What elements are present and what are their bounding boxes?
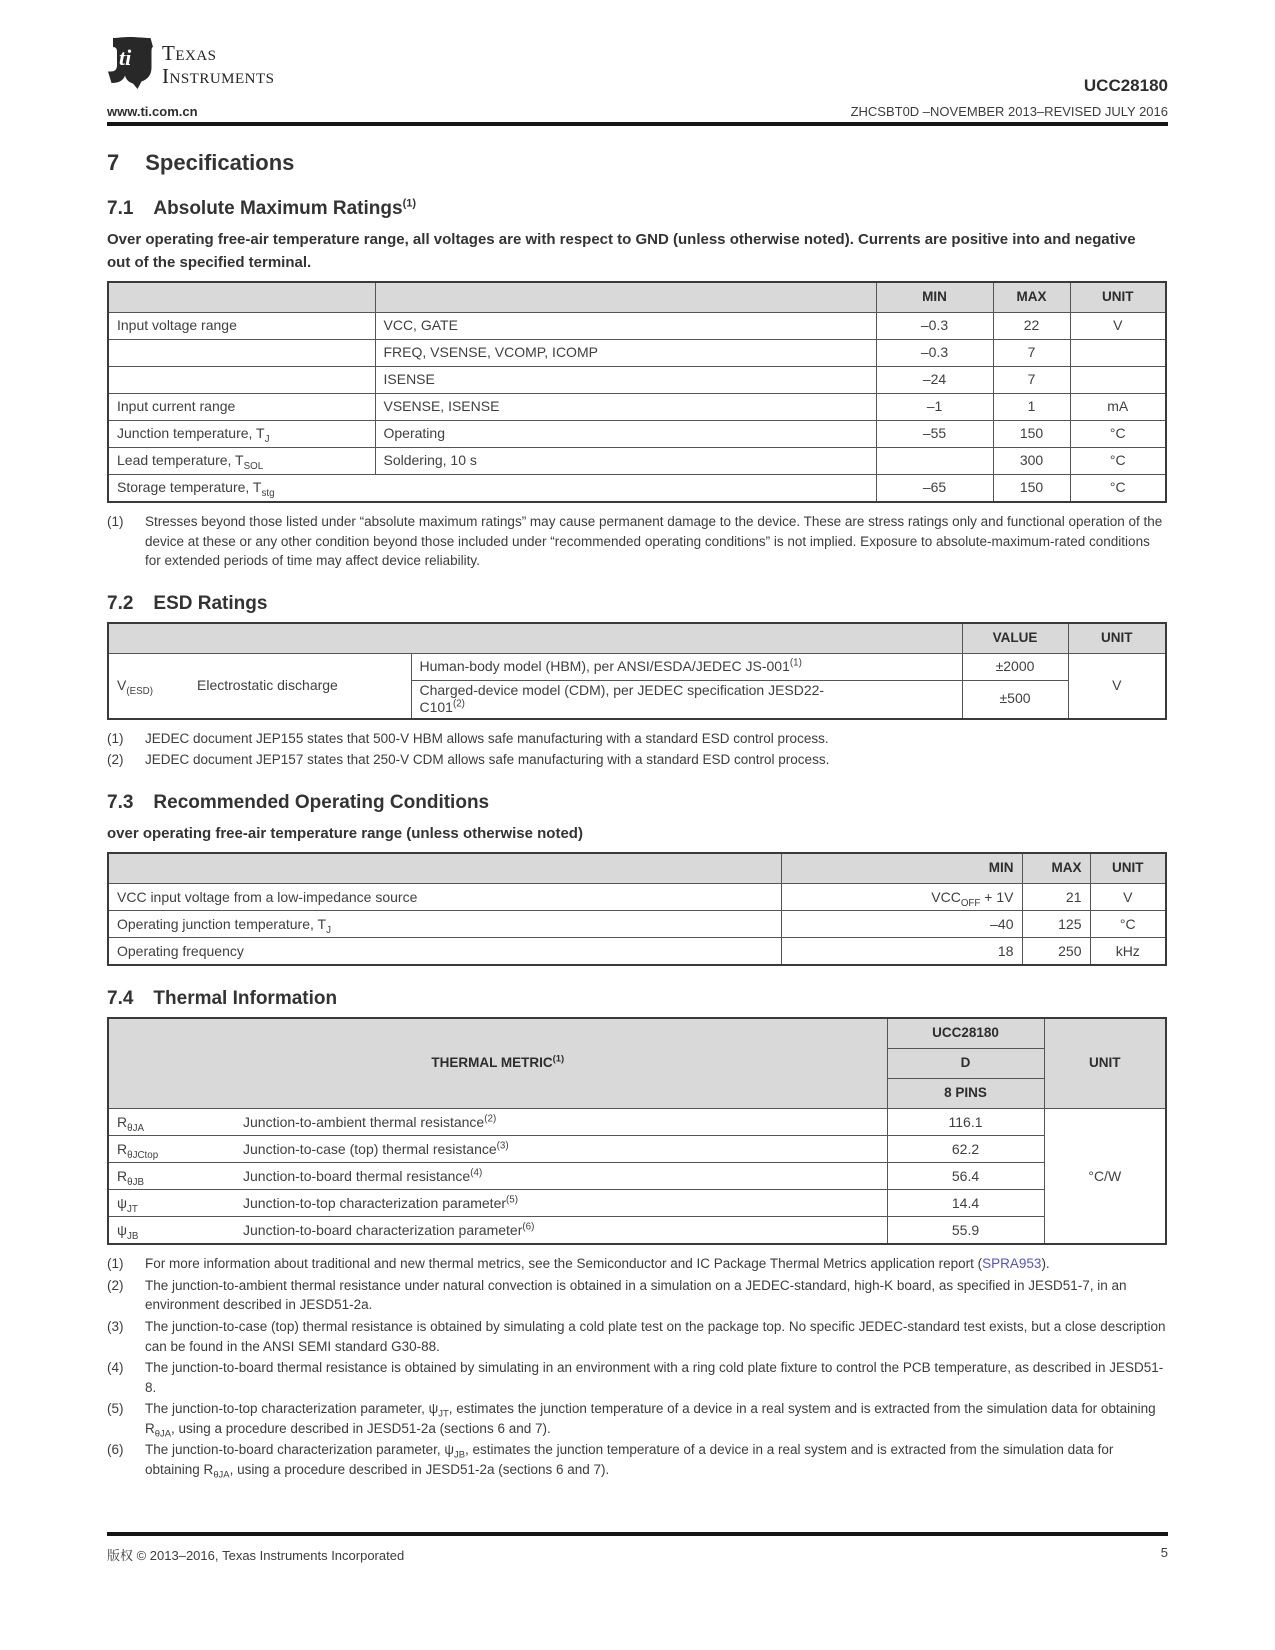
cell-min: –40	[781, 911, 1022, 938]
col-header-unit: UNIT	[1090, 853, 1166, 884]
footnote-ref: (3)	[496, 1139, 509, 1151]
cell-param: Junction temperature, $T_J$	[108, 421, 375, 448]
section-heading-abs-max	[107, 198, 1168, 220]
thermal-description: Junction-to-case (top) thermal resistance$^{(3)}$	[243, 1139, 509, 1157]
footnote	[107, 1317, 1168, 1356]
cell-unit: kHz	[1090, 938, 1166, 966]
header-rule	[107, 122, 1168, 126]
footnote	[107, 1358, 1168, 1397]
ti-wordmark	[162, 42, 275, 88]
table-row	[108, 1109, 1166, 1136]
thermal-symbol: $\psi_{JB}$	[117, 1221, 139, 1242]
footnote-ref: (5)	[506, 1193, 519, 1205]
thermal-description: Junction-to-top characterization parameter$^{(5)}$	[243, 1193, 519, 1211]
table-row	[108, 394, 1166, 421]
footnote-number: (1)	[107, 1256, 124, 1272]
col-header-min: MIN	[781, 853, 1022, 884]
subscript: θJA	[154, 1428, 172, 1440]
cell-max: 125	[1022, 911, 1090, 938]
cell-value: 55.9	[887, 1217, 1044, 1245]
subscript: stg	[261, 488, 275, 500]
cell-param: VCC input voltage from a low-impedance source	[108, 884, 781, 911]
cell-min	[876, 448, 993, 475]
page-footer	[107, 1532, 1168, 1564]
footnote-text: The junction-to-board characterization parameter, $\psi_{JB}$, estimates the junction temperature of a device in a real system and is extracted from the simulation data for obtaining $R_{\theta JA}$, using a procedure described in JESD51-2a (sections 6 and 7).	[145, 1442, 1114, 1481]
col-header-device: UCC28180	[887, 1018, 1044, 1049]
cell-condition: ISENSE	[375, 367, 876, 394]
roc-table	[107, 852, 1167, 966]
copyright-text: 版权 © 2013–2016, Texas Instruments Incorporated	[107, 1548, 405, 1563]
thermal-symbol: $R_{\theta JB}$	[117, 1167, 145, 1188]
footnote	[107, 1276, 1168, 1315]
esd-table	[107, 622, 1167, 720]
table-row	[108, 313, 1166, 340]
cell-unit: mA	[1070, 394, 1166, 421]
cell-param: Operating junction temperature, $T_J$	[108, 911, 781, 938]
cell-condition: Soldering, 10 s	[375, 448, 876, 475]
footnote	[107, 729, 1168, 749]
cell-unit	[1070, 367, 1166, 394]
footnote-number: (1)	[107, 514, 124, 529]
table-row	[108, 1163, 1166, 1190]
cell-unit: V	[1090, 884, 1166, 911]
subscript: (ESD)	[126, 685, 154, 697]
cell-unit: °C	[1070, 475, 1166, 503]
cell-value: ±2000	[962, 653, 1068, 680]
subscript: J	[264, 434, 270, 446]
footnote-number: (6)	[107, 1442, 124, 1458]
cell-symbol	[108, 653, 411, 719]
abs-max-table	[107, 281, 1167, 503]
cell-value: 14.4	[887, 1190, 1044, 1217]
section-number: 7.1	[107, 198, 134, 219]
cell-metric	[108, 1190, 887, 1217]
cell-max: 22	[993, 313, 1070, 340]
cell-param	[108, 367, 375, 394]
cell-min: –0.3	[876, 313, 993, 340]
cell-unit: °C	[1070, 421, 1166, 448]
footnote-number: (1)	[107, 730, 124, 746]
col-header-max: MAX	[1022, 853, 1090, 884]
cell-unit	[1070, 340, 1166, 367]
cell-condition: VSENSE, ISENSE	[375, 394, 876, 421]
cell-min: –65	[876, 475, 993, 503]
cell-param: Input current range	[108, 394, 375, 421]
table-row	[108, 1136, 1166, 1163]
footnote-number: (2)	[107, 1277, 124, 1293]
col-header-value: VALUE	[962, 623, 1068, 654]
cell-min: –24	[876, 367, 993, 394]
footnote	[107, 1440, 1168, 1479]
thermal-description: Junction-to-board characterization parameter$^{(6)}$	[243, 1220, 535, 1238]
table-row	[108, 1217, 1166, 1245]
esd-symbol-label: Electrostatic discharge	[197, 676, 338, 693]
footnote-number: (2)	[107, 752, 124, 768]
col-header-unit: UNIT	[1068, 623, 1166, 654]
abs-max-footnotes	[107, 512, 1168, 571]
footnote-text: The junction-to-ambient thermal resistance under natural convection is obtained in a simulation on a JEDEC-standard, high-K board, as specified in JESD51-7, in an environment described in JESD51-2a.	[145, 1277, 1127, 1313]
subscript: JT	[438, 1408, 449, 1420]
doc-info-row	[107, 104, 1168, 119]
cell-metric	[108, 1109, 887, 1136]
section-title: Thermal Information	[153, 988, 338, 1010]
roc-intro: over operating free-air temperature range (unless otherwise noted)	[107, 824, 583, 842]
footnote-text: The junction-to-case (top) thermal resistance is obtained by simulating a cold plate test on the package top. No specific JEDEC-standard test exists, but a close description can be found in the ANSI SEMI standard G30-88.	[145, 1319, 1166, 1354]
cell-min: $VCC_{OFF} + 1V$	[781, 884, 1022, 911]
esd-footnotes	[107, 729, 1168, 770]
cell-unit: V	[1070, 313, 1166, 340]
cell-param: Storage temperature, $T_{stg}$	[108, 475, 876, 503]
cell-blank	[108, 282, 375, 313]
subscript: SOL	[243, 461, 264, 473]
footnote-text: Stresses beyond those listed under “absolute maximum ratings” may cause permanent damage to the device. These are stress ratings only and functional operation of the device at these or any other condition beyond those included under “recommended operating conditions” is not implied. Exposure to absolute-maximum-rated conditions for extended periods of time may affect device reliability.	[145, 514, 1163, 569]
footnote-ref: (1)	[789, 657, 802, 669]
cell-metric	[108, 1217, 887, 1245]
section-heading-esd	[107, 593, 1168, 615]
cell-blank	[108, 853, 781, 884]
footer-rule	[107, 1532, 1168, 1536]
footnote-number: (5)	[107, 1401, 124, 1417]
doc-revision-line: ZHCSBT0D –NOVEMBER 2013–REVISED JULY 2016	[850, 104, 1168, 119]
cell-condition: Operating	[375, 421, 876, 448]
svg-text:ti: ti	[119, 45, 132, 70]
cell-value: 62.2	[887, 1136, 1044, 1163]
cell-unit: V	[1068, 653, 1166, 719]
brand-instruments: INSTRUMENTS	[162, 63, 275, 88]
cell-metric	[108, 1163, 887, 1190]
section-title: Absolute Maximum Ratings$^{(1)}$	[153, 197, 417, 219]
cell-unit: °C	[1090, 911, 1166, 938]
col-header-thermal-metric: THERMAL METRIC$^{(1)}$	[108, 1018, 887, 1109]
cell-max: 150	[993, 421, 1070, 448]
page-number: 5	[1160, 1545, 1168, 1560]
cell-param	[108, 340, 375, 367]
table-header-row	[108, 623, 1166, 654]
footnote-ref: (1)	[402, 197, 417, 210]
part-number: UCC28180	[1083, 76, 1168, 95]
table-header-row	[108, 282, 1166, 313]
table-row	[108, 448, 1166, 475]
table-row	[108, 938, 1166, 966]
section-title: ESD Ratings	[153, 592, 268, 614]
cell-max: 300	[993, 448, 1070, 475]
col-header-min: MIN	[876, 282, 993, 313]
cell-metric	[108, 1136, 887, 1163]
footnote-ref: (4)	[470, 1166, 483, 1178]
col-header-unit: UNIT	[1044, 1018, 1166, 1109]
cell-max: 250	[1022, 938, 1090, 966]
col-header-unit: UNIT	[1070, 282, 1166, 313]
subscript: JB	[126, 1230, 139, 1242]
page-header	[107, 36, 1168, 126]
cell-min: 18	[781, 938, 1022, 966]
subscript: θJCtop	[127, 1149, 159, 1161]
thermal-symbol: $R_{\theta JCtop}$	[117, 1140, 159, 1161]
abs-max-intro: Over operating free-air temperature range, all voltages are with respect to GND (unless otherwise noted). Currents are positive into and negative out of the specified terminal.	[107, 231, 1136, 271]
col-header-max: MAX	[993, 282, 1070, 313]
thermal-symbol: $\psi_{JT}$	[117, 1194, 138, 1215]
brand-texas: TEXAS	[162, 41, 217, 65]
ti-logo-icon	[107, 36, 153, 90]
thermal-symbol: $R_{\theta JA}$	[117, 1113, 145, 1134]
section-heading-thermal	[107, 988, 1168, 1010]
section-number: 7.3	[107, 791, 134, 813]
section-number: 7.2	[107, 592, 134, 614]
ti-site-link[interactable]: www.ti.com.cn	[107, 104, 198, 119]
table-header-row	[108, 1018, 1166, 1049]
esd-symbol: $V_{(ESD)}$	[117, 676, 154, 697]
footnote-text: JEDEC document JEP157 states that 250-V CDM allows safe manufacturing with a standard ESD control process.	[145, 752, 830, 768]
ti-logo	[107, 36, 1168, 94]
cell-unit: °C/W	[1044, 1109, 1166, 1245]
footnote-number: (3)	[107, 1319, 124, 1334]
cell-value: 116.1	[887, 1109, 1044, 1136]
thermal-table	[107, 1017, 1167, 1245]
cell-param: Input voltage range	[108, 313, 375, 340]
section-heading-specifications	[107, 150, 1168, 176]
cell-description: Charged-device model (CDM), per JEDEC specification JESD22- C101$^{(2)}$	[411, 680, 962, 719]
footnote-number: (4)	[107, 1360, 124, 1376]
subscript: OFF	[960, 897, 981, 909]
document-link[interactable]: SPRA953	[982, 1256, 1042, 1272]
table-row	[108, 340, 1166, 367]
table-row	[108, 653, 1166, 680]
cell-value: ±500	[962, 680, 1068, 719]
section-heading-roc	[107, 792, 1168, 814]
subscript: JB	[454, 1450, 466, 1462]
cell-max: 150	[993, 475, 1070, 503]
footnote	[107, 1399, 1168, 1438]
cell-min: –1	[876, 394, 993, 421]
footnote-ref: (1)	[552, 1053, 565, 1065]
footnote	[107, 1254, 1168, 1274]
thermal-description: Junction-to-board thermal resistance$^{(4)}$	[243, 1166, 483, 1184]
section-title: Specifications	[145, 150, 295, 175]
table-row	[108, 475, 1166, 503]
subscript: θJA	[127, 1122, 145, 1134]
footnote	[107, 512, 1168, 571]
footnote	[107, 750, 1168, 770]
col-header-pins: 8 PINS	[887, 1079, 1044, 1109]
table-row	[108, 1190, 1166, 1217]
cell-max: 1	[993, 394, 1070, 421]
table-row	[108, 911, 1166, 938]
subscript: θJA	[213, 1469, 230, 1481]
table-header-row	[108, 853, 1166, 884]
cell-condition: FREQ, VSENSE, VCOMP, ICOMP	[375, 340, 876, 367]
cell-blank	[108, 623, 962, 654]
cell-value: 56.4	[887, 1163, 1044, 1190]
footnote-ref: (6)	[522, 1220, 535, 1232]
thermal-footnotes	[107, 1254, 1168, 1479]
section-title: Recommended Operating Conditions	[153, 791, 490, 813]
section-number: 7	[107, 150, 120, 175]
footnote-ref: (2)	[452, 698, 465, 710]
cell-description: Human-body model (HBM), per ANSI/ESDA/JEDEC JS-001$^{(1)}$	[411, 653, 962, 680]
table-row	[108, 367, 1166, 394]
subscript: θJB	[127, 1176, 145, 1188]
cell-min: –0.3	[876, 340, 993, 367]
footnote-ref: (2)	[484, 1112, 497, 1124]
table-row	[108, 421, 1166, 448]
col-header-package: D	[887, 1049, 1044, 1079]
cell-max: 21	[1022, 884, 1090, 911]
cell-max: 7	[993, 340, 1070, 367]
footnote-text: JEDEC document JEP155 states that 500-V HBM allows safe manufacturing with a standard ESD control process.	[145, 730, 829, 746]
cell-param: Operating frequency	[108, 938, 781, 966]
subscript: J	[326, 924, 331, 936]
subscript: JT	[126, 1203, 138, 1215]
cell-min: –55	[876, 421, 993, 448]
footnote-text: The junction-to-board thermal resistance is obtained by simulating in an environment with a ring cold plate fixture to control the PCB temperature, as described in JESD51-8.	[145, 1360, 1164, 1395]
cell-param: Lead temperature, $T_{SOL}$	[108, 448, 375, 475]
section-number: 7.4	[107, 988, 134, 1010]
cell-max: 7	[993, 367, 1070, 394]
cell-condition: VCC, GATE	[375, 313, 876, 340]
table-row	[108, 884, 1166, 911]
thermal-description: Junction-to-ambient thermal resistance$^{(2)}$	[243, 1112, 497, 1130]
cell-unit: °C	[1070, 448, 1166, 475]
footnote-text: The junction-to-top characterization parameter, $\psi_{JT}$, estimates the junction temperature of a device in a real system and is extracted from the simulation data for obtaining $R_{\theta JA}$, using a procedure described in JESD51-2a (sections 6 and 7).	[145, 1401, 1156, 1440]
cell-blank	[375, 282, 876, 313]
footnote-text: For more information about traditional and new thermal metrics, see the Semiconductor and IC Package Thermal Metrics application report (SPRA953).	[145, 1256, 1050, 1272]
